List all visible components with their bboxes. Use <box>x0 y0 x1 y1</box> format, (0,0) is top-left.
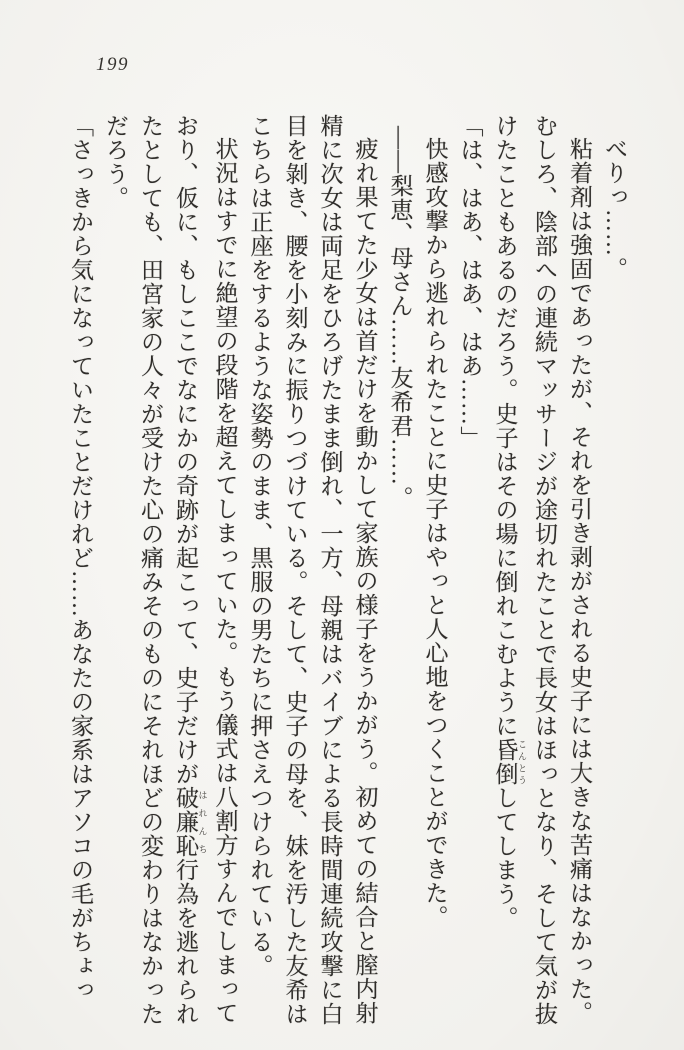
text-column-11: こちらは正座をするような姿勢のまま、黒服の男たちに押さえつけられている。 <box>247 114 273 978</box>
text-column-14: たとしても、田宮家の人々が受けた心の痛みそのものにそれほどの変わりはなかった <box>138 114 163 1026</box>
text-column-9: 精に次女は両足をひろげたまま倒れ、一方、母親はバイブによる長時間連続攻撃に白 <box>317 114 343 1026</box>
vertical-text-block <box>63 114 632 1044</box>
text-column-10: 目を剝き、腰を小刻みに振りつづけている。そして、史子の母を、妹を汚した友希は <box>282 114 308 1026</box>
text-column-3: むしろ、陰部への連続マッサージが途切れたことで長女はほっとなり、そして気が抜 <box>532 114 557 1026</box>
text-column-1: べりっ……。 <box>602 137 627 281</box>
text-column-4: けたこともあるのだろう。史子はその場に倒れこむように昏倒 こんとうしてしまう。 <box>492 114 527 930</box>
text-column-8: 疲れ果てた少女は首だけを動かして家族の様子をうかがう。初めての結合と膣内射 <box>352 137 378 1025</box>
ruby-annotated-word: 破廉恥 はれんち <box>173 786 208 858</box>
page-number: 199 <box>96 54 129 75</box>
ruby-annotated-word: 昏倒 こんとう <box>492 738 527 786</box>
text-column-16: 「さっきから気になっていたことだけれど……あなたの家系はアソコの毛がちょっ <box>68 114 93 1002</box>
text-column-13: おり、仮に、もしここでなにかの奇跡が起こって、史子だけが破廉恥 はれんち行為を逃れられ <box>173 114 208 1026</box>
text-column-7: ――梨恵、母さん……友希君……。 <box>387 125 413 510</box>
text-column-12: 状況はすでに絶望の段階を超えてしまっていた。もう儀式は八割方すんでしまって <box>212 137 238 1025</box>
text-column-5: 「は、はあ、はあ、はあ……」 <box>457 114 483 450</box>
text-column-2: 粘着剤は強固であったが、それを引き剥がされる史子には大きな苦痛はなかった。 <box>567 137 592 1025</box>
text-column-6: 快感攻撃から逃れられたことに史子はやっと人心地をつくことができた。 <box>422 137 448 929</box>
text-column-15: だろう。 <box>103 114 128 210</box>
